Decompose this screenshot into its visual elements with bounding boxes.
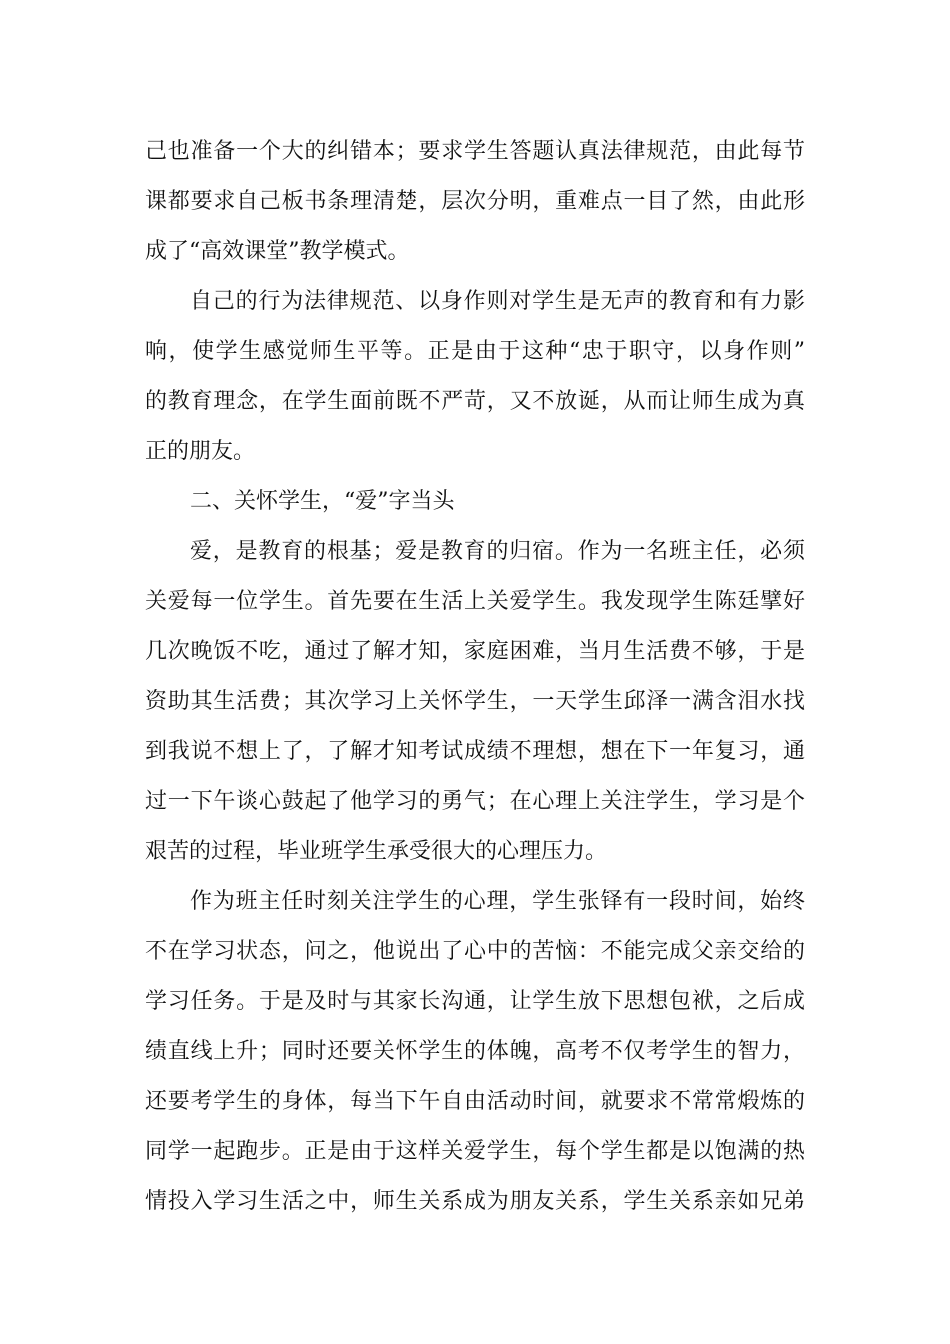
- paragraph-4-line-3: 学习任务。于是及时与其家长沟通，让学生放下思想包袱，之后成: [145, 989, 805, 1014]
- paragraph-3-line-1: 爱，是教育的根基；爱是教育的归宿。作为一名班主任，必须: [190, 539, 805, 564]
- paragraph-3-line-6: 过一下午谈心鼓起了他学习的勇气；在心理上关注学生，学习是个: [145, 789, 805, 814]
- paragraph-4-line-6: 同学一起跑步。正是由于这样关爱学生，每个学生都是以饱满的热: [145, 1139, 805, 1164]
- paragraph-2-line-4: 正的朋友。: [145, 439, 256, 464]
- paragraph-4-line-1: 作为班主任时刻关注学生的心理，学生张铎有一段时间，始终: [190, 889, 805, 914]
- paragraph-4-line-7: 情投入学习生活之中，师生关系成为朋友关系，学生关系亲如兄弟: [145, 1189, 805, 1214]
- paragraph-2-line-2: 响，使学生感觉师生平等。正是由于这种“忠于职守，以身作则”: [145, 339, 805, 364]
- document-body: [145, 127, 805, 1227]
- paragraph-1-line-3: 成了“高效课堂”教学模式。: [145, 239, 410, 264]
- paragraph-1-line-2: 课都要求自己板书条理清楚，层次分明，重难点一目了然，由此形: [145, 189, 805, 214]
- paragraph-4-line-4: 绩直线上升；同时还要关怀学生的体魄，高考不仅考学生的智力，: [145, 1039, 805, 1064]
- paragraph-2-line-1: 自己的行为法律规范、以身作则对学生是无声的教育和有力影: [190, 289, 805, 314]
- paragraph-3-line-7: 艰苦的过程，毕业班学生承受很大的心理压力。: [145, 839, 608, 864]
- paragraph-3-line-5: 到我说不想上了，了解才知考试成绩不理想，想在下一年复习，通: [145, 739, 805, 764]
- paragraph-4-line-5: 还要考学生的身体，每当下午自由活动时间，就要求不常常煅炼的: [145, 1089, 805, 1114]
- paragraph-4-line-2: 不在学习状态，问之，他说出了心中的苦恼：不能完成父亲交给的: [145, 939, 805, 964]
- paragraph-2-line-3: 的教育理念，在学生面前既不严苛，又不放诞，从而让师生成为真: [145, 389, 805, 414]
- paragraph-3-line-4: 资助其生活费；其次学习上关怀学生，一天学生邱泽一满含泪水找: [145, 689, 805, 714]
- paragraph-3-line-3: 几次晚饭不吃，通过了解才知，家庭困难，当月生活费不够，于是: [145, 639, 805, 664]
- paragraph-1-line-1: 己也准备一个大的纠错本；要求学生答题认真法律规范，由此每节: [145, 139, 805, 164]
- section-heading: 二、关怀学生，“爱”字当头: [190, 489, 455, 514]
- paragraph-3-line-2: 关爱每一位学生。首先要在生活上关爱学生。我发现学生陈廷擘好: [145, 589, 805, 614]
